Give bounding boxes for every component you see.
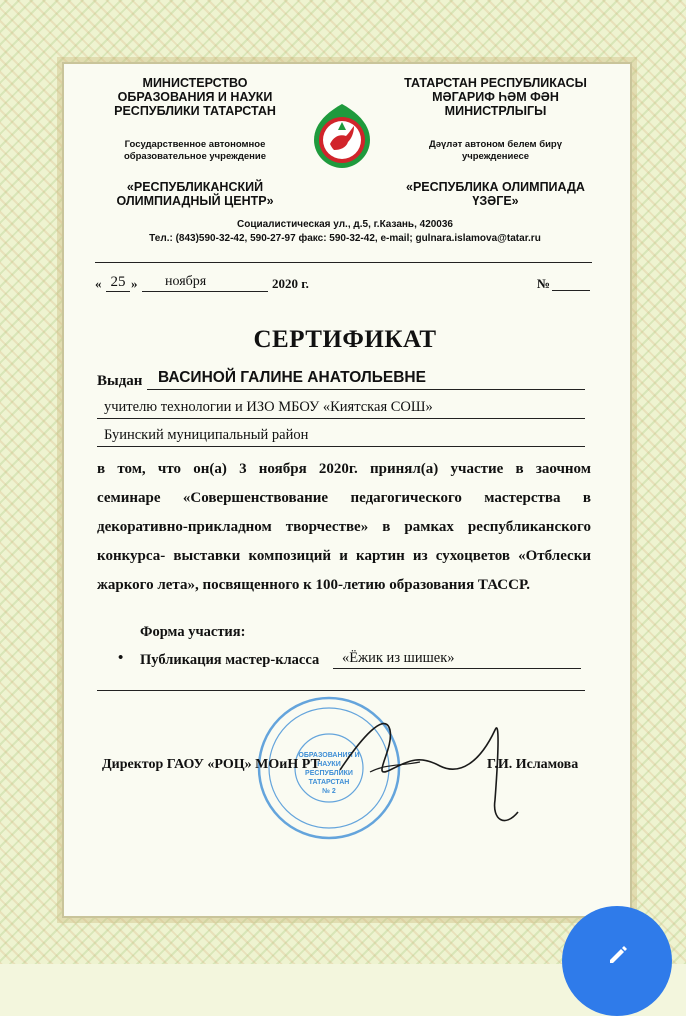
handwritten-signature bbox=[330, 700, 530, 840]
institution-type-tt-line1: Дәүләт автоном белем бирү bbox=[428, 139, 563, 150]
contacts: Тел.: (843)590-32-42, 590-27-97 факс: 590-32-42, e-mail; gulnara.islamova@tatar.ru bbox=[149, 233, 541, 244]
address: Социалистическая ул., д.5, г.Казань, 420036 bbox=[237, 219, 453, 230]
certificate-body bbox=[97, 455, 591, 600]
ministry-tt bbox=[383, 76, 608, 118]
ministry-tt-line3: МИНИСТРЛЫГЫ bbox=[444, 104, 547, 118]
signature-role: Директор ГАОУ «РОЦ» МОиН РТ bbox=[102, 757, 320, 772]
number-underline bbox=[552, 290, 590, 291]
institution-type-tt bbox=[383, 139, 608, 163]
edit-fab-button[interactable] bbox=[562, 906, 672, 1016]
ministry-tt-line1: ТАТАРСТАН РЕСПУБЛИКАСЫ bbox=[404, 76, 587, 90]
form-label: Форма участия: bbox=[140, 624, 246, 640]
recipient-district: Буинский муниципальный район bbox=[104, 427, 309, 443]
signature-name: Г.И. Исламова bbox=[487, 757, 579, 772]
org-name-ru-line1: «РЕСПУБЛИКАНСКИЙ bbox=[126, 180, 264, 194]
ministry-tt-line2: МӘГАРИФ ҺӘМ ФӘН bbox=[432, 90, 559, 104]
header-divider bbox=[95, 262, 592, 263]
org-name-tt-line1: «РЕСПУБЛИКА ОЛИМПИАДА bbox=[406, 180, 585, 194]
institution-type-tt-line2: учреждениесе bbox=[461, 151, 530, 162]
body-line1: в том, что он(а) 3 ноября 2020г. принял(а) участие в заочном bbox=[97, 461, 591, 477]
body-line5: жаркого лета», посвященного к 100-летию образования ТАССР. bbox=[97, 577, 530, 593]
date-month: ноября bbox=[165, 274, 207, 289]
ministry-ru-line1: МИНИСТЕРСТВО bbox=[142, 76, 248, 90]
date-year: 2020 г. bbox=[272, 276, 309, 291]
tatarstan-emblem-icon bbox=[306, 100, 378, 172]
org-name-ru-line2: ОЛИМПИАДНЫЙ ЦЕНТР» bbox=[116, 194, 274, 208]
form-item-value: «Ёжик из шишек» bbox=[342, 650, 455, 666]
institution-type-ru-line2: образовательное учреждение bbox=[123, 151, 267, 162]
recipient-name: ВАСИНОЙ ГАЛИНЕ АНАТОЛЬЕВНЕ bbox=[158, 369, 426, 386]
form-item-underline bbox=[333, 668, 581, 669]
ministry-ru-line2: ОБРАЗОВАНИЯ И НАУКИ bbox=[117, 90, 273, 104]
recipient-name-underline bbox=[147, 389, 585, 390]
certificate-title: СЕРТИФИКАТ bbox=[253, 326, 437, 353]
form-item-label: Публикация мастер-класса bbox=[140, 652, 320, 668]
date-open-quote: « bbox=[95, 276, 102, 291]
number-label: № bbox=[537, 276, 551, 291]
ministry-ru bbox=[95, 76, 295, 118]
body-line2: семинаре «Совершенствование педагогического мастерства в bbox=[97, 490, 591, 506]
body-line4: конкурса- выставки композиций и картин из сухоцветов «Отблески bbox=[97, 548, 591, 564]
body-line3: декоративно-прикладном творчестве» в рамках республиканского bbox=[97, 519, 591, 535]
recipient-district-underline bbox=[97, 446, 585, 447]
form-divider bbox=[97, 690, 585, 691]
date-month-underline bbox=[142, 291, 268, 292]
form-bullet: • bbox=[118, 650, 124, 666]
stamp-line2: РЕСПУБЛИКИ ТАТАРСТАН bbox=[305, 770, 353, 786]
org-name-tt bbox=[383, 180, 608, 208]
org-name-ru bbox=[95, 180, 295, 208]
institution-type-ru-line1: Государственное автономное bbox=[124, 139, 266, 150]
date-day-underline bbox=[106, 291, 130, 292]
institution-type-ru bbox=[95, 139, 295, 163]
edit-pencil-icon bbox=[606, 942, 630, 966]
stamp-line1: ОБРАЗОВАНИЯ И НАУКИ bbox=[298, 752, 360, 768]
recipient-position: учителю технологии и ИЗО МБОУ «Киятская СОШ» bbox=[104, 399, 433, 415]
stamp-line3: № 2 bbox=[322, 788, 336, 795]
issued-label: Выдан bbox=[97, 373, 143, 389]
recipient-position-underline bbox=[97, 418, 585, 419]
date-day: 25 bbox=[110, 274, 126, 290]
org-name-tt-line2: ҮЗӘГЕ» bbox=[472, 194, 519, 208]
date-close-quote: » bbox=[131, 276, 138, 291]
ministry-ru-line3: РЕСПУБЛИКИ ТАТАРСТАН bbox=[114, 104, 276, 118]
